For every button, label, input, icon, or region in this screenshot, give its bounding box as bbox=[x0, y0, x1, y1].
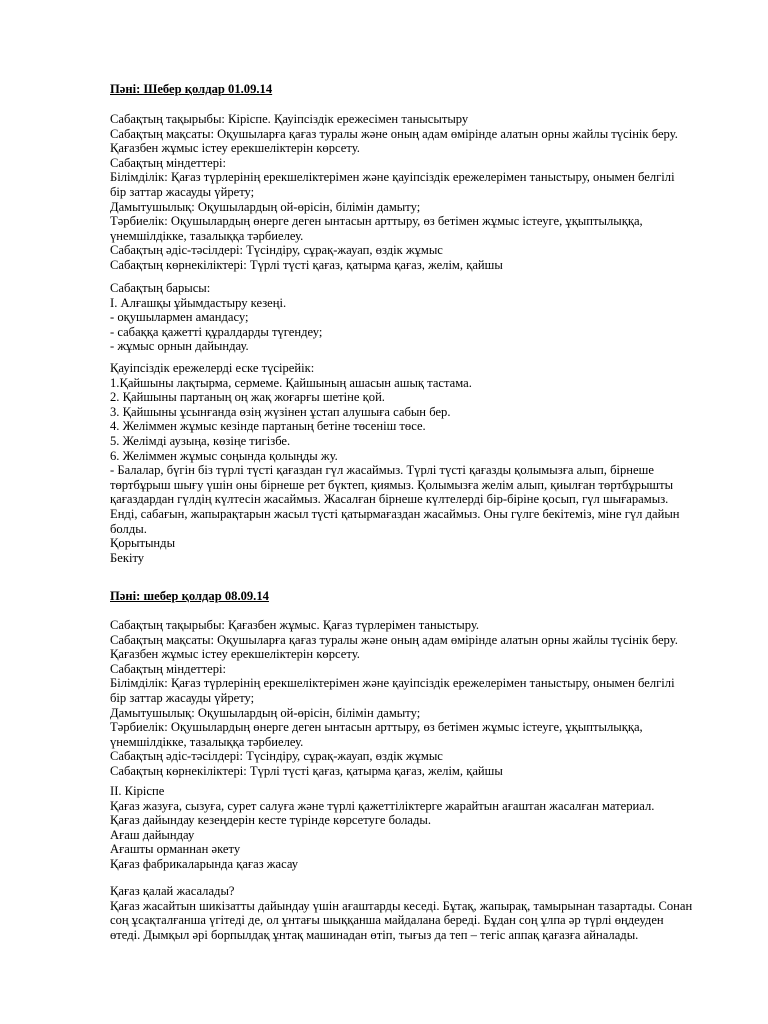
text-line: Сабақтың тақырыбы: Кіріспе. Қауіпсіздік ережесімен танысытыру bbox=[110, 112, 469, 126]
text-line: Білімділік: Қағаз түрлерінің ерекшеліктерімен және қауіпсіздік ережелерімен таныстыру, онымен белгілі bbox=[110, 170, 675, 185]
text-line: Қағаз фабрикаларында қағаз жасау bbox=[110, 856, 299, 871]
lesson1-progress bbox=[110, 281, 710, 354]
lesson2-intro bbox=[110, 618, 710, 779]
text-line: ІІ. Кіріспе bbox=[110, 784, 165, 798]
text-line: Ағашты орманнан әкету bbox=[110, 842, 241, 857]
text-line: Қағаз қалай жасалады? bbox=[110, 884, 235, 898]
text-line: Қағаз жасайтын шикізатты дайындау үшін ағаштарды кеседі. Бұтақ, жапырақ, тамырынан тазартады. Сонан bbox=[110, 898, 693, 913]
text-line: Сабақтың әдіс-тәсілдері: Түсіндіру, сұрақ-жауап, өздік жұмыс bbox=[110, 243, 443, 258]
text-line: Сабақтың міндеттері: bbox=[110, 661, 227, 676]
text-line: болды. bbox=[110, 521, 147, 536]
text-line: - жұмыс орнын дайындау. bbox=[110, 339, 249, 354]
text-line: бір заттар жасауды үйрету; bbox=[110, 690, 255, 705]
lesson1-title: Пәні: Шебер қолдар 01.09.14 bbox=[110, 82, 273, 96]
text-line: 3. Қайшыны ұсынғанда өзің жүзінен ұстап алушыға сабын бер. bbox=[110, 404, 451, 419]
text-line: үнемшілдікке, тазалыққа тәрбиелеу. bbox=[110, 734, 304, 749]
text-line: 2. Қайшыны партаның оң жақ жоғарғы шетіне қой. bbox=[110, 390, 385, 405]
text-line: - Балалар, бүгін біз түрлі түсті қағаздан гүл жасаймыз. Түрлі түсті қағазды қолымызға алып, бірнеше bbox=[110, 463, 654, 478]
text-line: 1.Қайшыны лақтырма, сермеме. Қайшының ашасын ашық тастама. bbox=[110, 375, 472, 390]
text-line: Сабақтың барысы: bbox=[110, 281, 211, 295]
text-line: Қорытынды bbox=[110, 536, 176, 551]
text-line: қағаздардан гүлдің күлтесін жасаймыз. Жасалған бірнеше күлтелерді бір-біріне қосып, гүл шығарамыз. bbox=[110, 492, 669, 507]
text-line: соң ұсақталғанша үгітеді де, ол ұнтағы шыққанша майдалана береді. Бұдан соң ұлпа әр түрлі өңдеуден bbox=[110, 913, 664, 928]
text-line: Қағазбен жұмыс істеу ерекшеліктерін көрсету. bbox=[110, 647, 360, 662]
text-line: Қағаз дайындау кезеңдерін кесте түрінде көрсетуге болады. bbox=[110, 813, 432, 828]
text-line: - сабаққа қажетті құралдарды түгендеу; bbox=[110, 324, 323, 339]
text-line: Сабақтың мақсаты: Оқушыларға қағаз туралы және оның адам өмірінде алатын орны жайлы түсінік беру. bbox=[110, 632, 678, 647]
text-line: Қағазбен жұмыс істеу ерекшеліктерін көрсету. bbox=[110, 141, 360, 156]
lesson2-title-block bbox=[110, 589, 710, 604]
text-line: 5. Желімді аузыңа, көзіңе тигізбе. bbox=[110, 433, 291, 448]
text-line: Тәрбиелік: Оқушылардың өнерге деген ынтасын арттыру, өз бетімен жұмыс істеуге, ұқыптылыққа, bbox=[110, 720, 643, 735]
text-line: - оқушылармен амандасу; bbox=[110, 310, 249, 325]
text-line: Сабақтың мақсаты: Оқушыларға қағаз туралы және оның адам өмірінде алатын орны жайлы түсінік беру. bbox=[110, 126, 678, 141]
text-line: бір заттар жасауды үйрету; bbox=[110, 184, 255, 199]
text-line: Қауіпсіздік ережелерді еске түсірейік: bbox=[110, 361, 315, 375]
text-line: өтеді. Дымқыл әрі борпылдақ ұнтақ машинадан өтіп, тығыз да теп – тегіс аппақ қағазға айналады. bbox=[110, 927, 639, 942]
text-line: Сабақтың көрнекіліктері: Түрлі түсті қағаз, қатырма қағаз, желім, қайшы bbox=[110, 763, 503, 778]
lesson1-rules bbox=[110, 361, 710, 565]
text-line: Сабақтың көрнекіліктері: Түрлі түсті қағаз, қатырма қағаз, желім, қайшы bbox=[110, 257, 503, 272]
text-line: Енді, сабағын, жапырақтарын жасыл түсті қатырмағаздан жасаймыз. Оны гүлге бекітеміз, міне гүл дайын bbox=[110, 506, 680, 521]
text-line: Сабақтың міндеттері: bbox=[110, 155, 227, 170]
text-line: Дамытушылық: Оқушылардың ой-өрісін, білімін дамыту; bbox=[110, 199, 421, 214]
lesson2-title: Пәні: шебер қолдар 08.09.14 bbox=[110, 589, 269, 603]
text-line: Қағаз жазуға, сызуға, сурет салуға және түрлі қажеттіліктерге жарайтын ағаштан жасалған материал. bbox=[110, 798, 655, 813]
text-line: үнемшілдікке, тазалыққа тәрбиелеу. bbox=[110, 228, 304, 243]
text-line: Білімділік: Қағаз түрлерінің ерекшеліктерімен және қауіпсіздік ережелерімен таныстыру, онымен белгілі bbox=[110, 676, 675, 691]
text-line: Бекіту bbox=[110, 550, 145, 565]
text-line: 4. Желіммен жұмыс кезінде партаның бетіне төсеніш төсе. bbox=[110, 419, 426, 434]
text-line: 6. Желіммен жұмыс соңында қолыңды жу. bbox=[110, 448, 338, 463]
lesson2-how bbox=[110, 884, 710, 942]
text-line: төртбұрыш шығу үшін оны бірнеше рет бүктеп, қиямыз. Қолымызға желім алып, қиылған төртбұрышты bbox=[110, 477, 674, 492]
text-line: І. Алғашқы ұйымдастыру кезеңі. bbox=[110, 295, 287, 310]
text-line: Дамытушылық: Оқушылардың ой-өрісін, білімін дамыту; bbox=[110, 705, 421, 720]
text-line: Сабақтың тақырыбы: Қағазбен жұмыс. Қағаз түрлерімен таныстыру. bbox=[110, 618, 480, 632]
lesson1-title-block bbox=[110, 82, 710, 97]
lesson2-section2 bbox=[110, 784, 710, 872]
text-line: Ағаш дайындау bbox=[110, 827, 195, 842]
text-line: Сабақтың әдіс-тәсілдері: Түсіндіру, сұрақ-жауап, өздік жұмыс bbox=[110, 749, 443, 764]
lesson1-intro bbox=[110, 112, 710, 273]
text-line: Тәрбиелік: Оқушылардың өнерге деген ынтасын арттыру, өз бетімен жұмыс істеуге, ұқыптылыққа, bbox=[110, 214, 643, 229]
